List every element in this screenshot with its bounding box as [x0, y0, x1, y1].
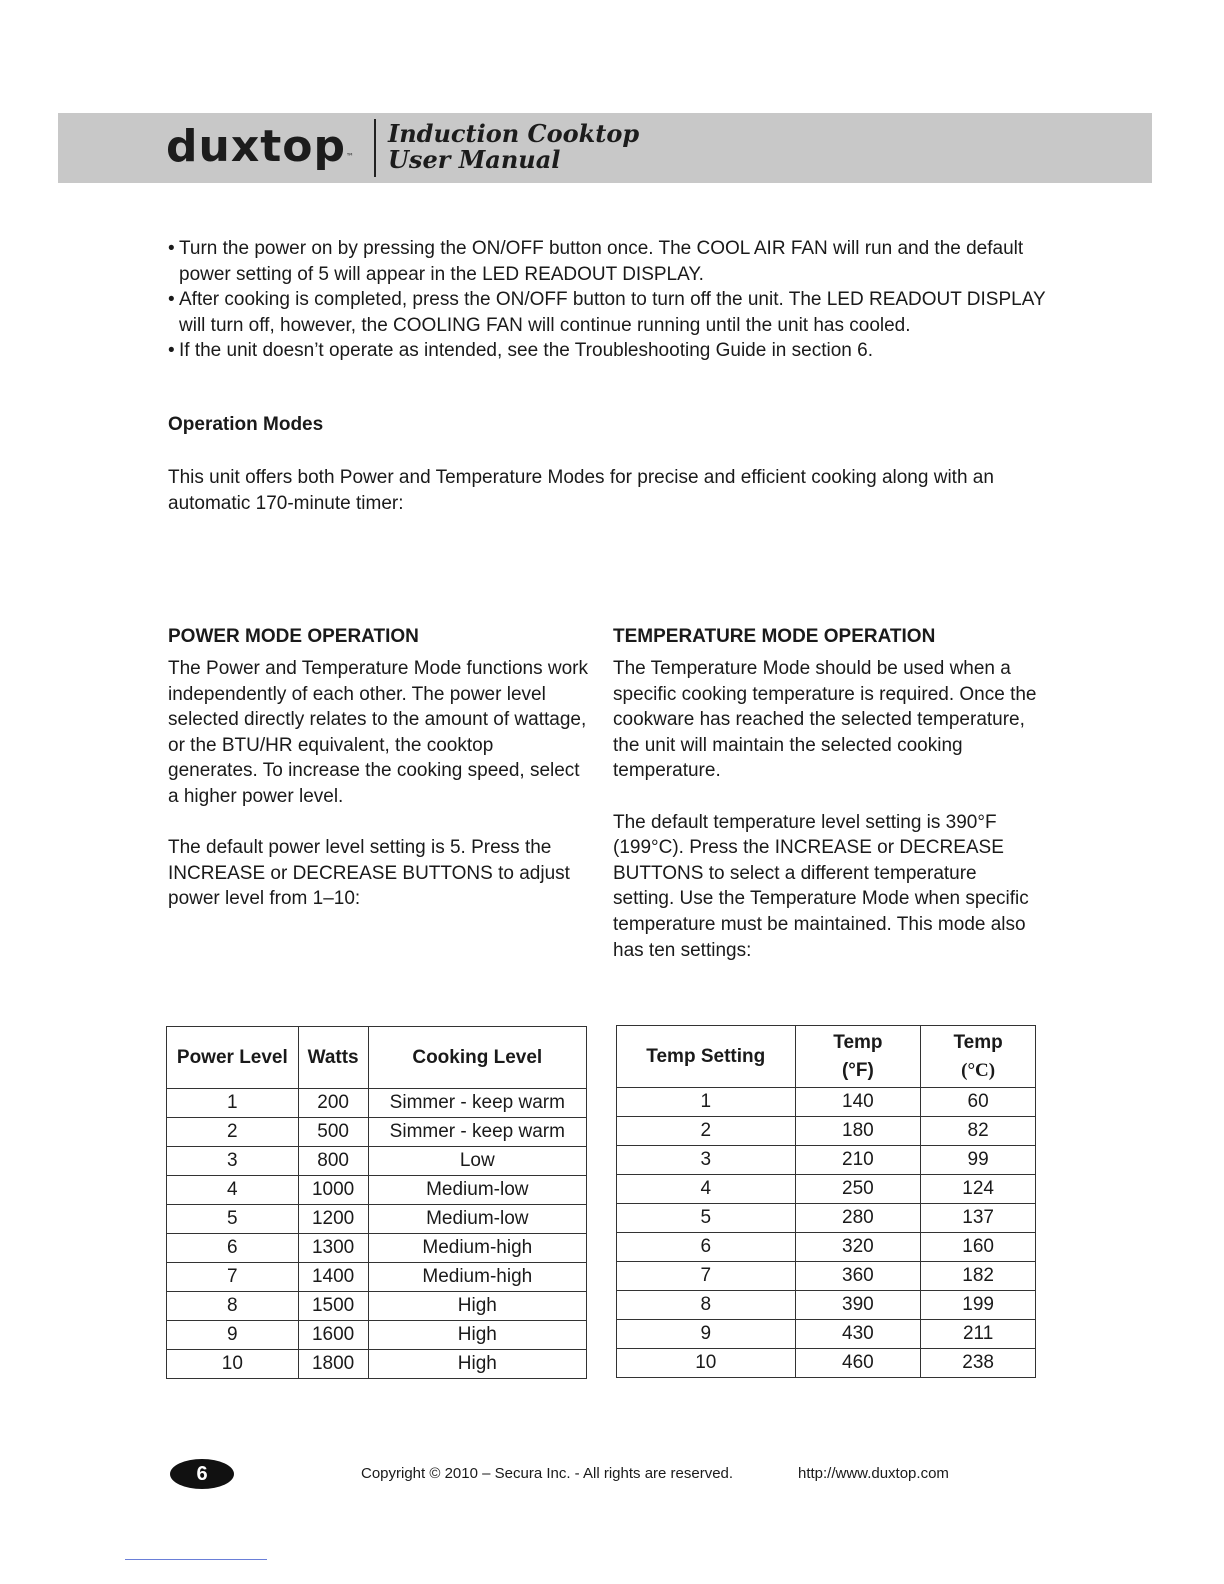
column-header-unit: (°F) — [841, 1059, 874, 1081]
bullet-item — [168, 236, 1048, 287]
table-cell: 140 — [795, 1088, 921, 1117]
bullet-dot-icon: • — [168, 289, 175, 311]
column-header: Watts — [298, 1027, 368, 1089]
table-cell: 3 — [167, 1147, 299, 1176]
bullet-dot-icon: • — [168, 238, 175, 259]
table-cell: 60 — [921, 1088, 1036, 1117]
operation-modes-intro: This unit offers both Power and Temperature Modes for precise and efficient cooking along with an automatic 170-minute timer: — [168, 467, 994, 514]
power-mode-heading: POWER MODE OPERATION — [168, 626, 419, 647]
table-cell: 1 — [167, 1089, 299, 1118]
table-cell: 4 — [617, 1175, 796, 1204]
table-row — [617, 1117, 1036, 1146]
table-cell: 5 — [617, 1204, 796, 1233]
table-cell: 8 — [617, 1291, 796, 1320]
table-cell: 210 — [795, 1146, 921, 1175]
temperature-table-body — [617, 1088, 1036, 1378]
column-header: Cooking Level — [368, 1027, 586, 1089]
page-number-badge: 6 — [170, 1459, 234, 1489]
table-cell: 182 — [921, 1262, 1036, 1291]
table-cell: 6 — [617, 1233, 796, 1262]
table-cell: 10 — [617, 1349, 796, 1378]
manual-title-line1: Induction Cooktop — [388, 119, 640, 148]
table-cell: 430 — [795, 1320, 921, 1349]
table-cell: Medium-low — [368, 1176, 586, 1205]
manual-title-line2: User Manual — [388, 145, 561, 174]
bullet-item — [168, 287, 1048, 338]
table-cell: 10 — [167, 1350, 299, 1379]
table-cell: 360 — [795, 1262, 921, 1291]
table-row — [617, 1291, 1036, 1320]
power-mode-section — [168, 624, 588, 938]
column-header-unit: (°C) — [961, 1059, 996, 1081]
table-cell: 1200 — [298, 1205, 368, 1234]
table-row — [167, 1321, 587, 1350]
table-header-row — [617, 1026, 1036, 1088]
table-row — [167, 1118, 587, 1147]
table-cell: 500 — [298, 1118, 368, 1147]
table-cell: 200 — [298, 1089, 368, 1118]
table-row — [617, 1233, 1036, 1262]
table-row — [617, 1320, 1036, 1349]
table-cell: 460 — [795, 1349, 921, 1378]
table-row — [167, 1234, 587, 1263]
table-cell: 3 — [617, 1146, 796, 1175]
temperature-table — [616, 1025, 1036, 1378]
table-cell: 4 — [167, 1176, 299, 1205]
table-cell: 160 — [921, 1233, 1036, 1262]
power-mode-paragraph: The Power and Temperature Mode functions work independently of each other. The power level selected directly relates to the amount of wattage, or the BTU/HR equivalent, the cooktop generates. To increase the cooking speed, select a higher power level. — [168, 658, 588, 807]
column-header-label: Temp — [953, 1031, 1003, 1053]
table-cell: 1000 — [298, 1176, 368, 1205]
table-row — [617, 1262, 1036, 1291]
table-cell: 82 — [921, 1117, 1036, 1146]
table-row — [167, 1176, 587, 1205]
table-cell: 137 — [921, 1204, 1036, 1233]
table-cell: High — [368, 1292, 586, 1321]
table-row — [167, 1292, 587, 1321]
temperature-mode-paragraph: The default temperature level setting is 390°F (199°C). Press the INCREASE or DECREASE BUTTONS to select a different temperature setting. Use the Temperature Mode when specific temperature must be maintained. This mode also has ten settings: — [613, 811, 1029, 961]
table-cell: High — [368, 1350, 586, 1379]
table-cell: 1500 — [298, 1292, 368, 1321]
table-cell: 800 — [298, 1147, 368, 1176]
table-cell: 7 — [167, 1263, 299, 1292]
copyright-notice: Copyright © 2010 – Secura Inc. - All rights are reserved. — [361, 1465, 734, 1482]
table-cell: 238 — [921, 1349, 1036, 1378]
table-cell: 1600 — [298, 1321, 368, 1350]
table-cell: 2 — [617, 1117, 796, 1146]
bullet-text: After cooking is completed, press the ON/OFF button to turn off the unit. The LED READOUT DISPLAY will turn off, however, the COOLING FAN will continue running until the unit has cooled. — [179, 289, 1046, 336]
table-cell: Low — [368, 1147, 586, 1176]
bullet-text: If the unit doesn’t operate as intended, see the Troubleshooting Guide in section 6. — [179, 340, 873, 362]
table-cell: 280 — [795, 1204, 921, 1233]
column-header-label: Temp — [833, 1031, 883, 1053]
table-cell: 1400 — [298, 1263, 368, 1292]
table-header-row — [167, 1027, 587, 1089]
brand-name: duxtop — [166, 121, 346, 172]
table-row — [617, 1146, 1036, 1175]
header-divider — [374, 119, 376, 177]
header-band — [58, 113, 1152, 183]
bullet-item — [168, 338, 1048, 364]
table-row — [617, 1349, 1036, 1378]
table-cell: 180 — [795, 1117, 921, 1146]
instruction-bullets — [168, 236, 1048, 364]
table-cell: 124 — [921, 1175, 1036, 1204]
table-cell: Medium-high — [368, 1234, 586, 1263]
power-mode-paragraph: The default power level setting is 5. Press the INCREASE or DECREASE BUTTONS to adjust power level from 1–10: — [168, 837, 570, 910]
table-row — [617, 1175, 1036, 1204]
trademark-symbol: ™ — [345, 152, 355, 161]
column-header: Temp Setting — [617, 1026, 796, 1088]
table-cell: 250 — [795, 1175, 921, 1204]
table-cell: 99 — [921, 1146, 1036, 1175]
table-cell: Simmer - keep warm — [368, 1118, 586, 1147]
footer-rule — [125, 1559, 267, 1560]
table-row — [167, 1263, 587, 1292]
table-cell: High — [368, 1321, 586, 1350]
power-table-body — [167, 1089, 587, 1379]
table-cell: 2 — [167, 1118, 299, 1147]
table-cell: 6 — [167, 1234, 299, 1263]
operation-modes-heading: Operation Modes — [168, 414, 324, 435]
table-row — [167, 1350, 587, 1379]
table-cell: Simmer - keep warm — [368, 1089, 586, 1118]
power-level-table — [166, 1026, 587, 1379]
table-row — [617, 1088, 1036, 1117]
temperature-mode-heading: TEMPERATURE MODE OPERATION — [613, 626, 936, 647]
temperature-mode-section — [613, 624, 1043, 989]
table-cell: 8 — [167, 1292, 299, 1321]
table-cell: 5 — [167, 1205, 299, 1234]
column-header — [921, 1026, 1036, 1088]
table-cell: 390 — [795, 1291, 921, 1320]
table-cell: Medium-high — [368, 1263, 586, 1292]
brand-logo — [166, 119, 355, 175]
table-cell: 199 — [921, 1291, 1036, 1320]
bullet-dot-icon: • — [168, 340, 175, 362]
manual-title — [388, 121, 639, 173]
table-cell: 1 — [617, 1088, 796, 1117]
table-cell: 7 — [617, 1262, 796, 1291]
table-row — [167, 1205, 587, 1234]
column-header — [795, 1026, 921, 1088]
table-cell: 9 — [617, 1320, 796, 1349]
bullet-text: Turn the power on by pressing the ON/OFF button once. The COOL AIR FAN will run and the default power setting of 5 will appear in the LED READOUT DISPLAY. — [179, 238, 1024, 285]
temperature-mode-paragraph: The Temperature Mode should be used when a specific cooking temperature is required. Once the cookware has reached the selected temperature, the unit will maintain the selected cooking temperature. — [613, 658, 1037, 782]
table-cell: 320 — [795, 1233, 921, 1262]
website-url: http://www.duxtop.com — [798, 1465, 949, 1482]
table-row — [167, 1147, 587, 1176]
table-row — [617, 1204, 1036, 1233]
column-header: Power Level — [167, 1027, 299, 1089]
table-cell: 211 — [921, 1320, 1036, 1349]
table-row — [167, 1089, 587, 1118]
table-cell: 9 — [167, 1321, 299, 1350]
table-cell: 1300 — [298, 1234, 368, 1263]
table-cell: Medium-low — [368, 1205, 586, 1234]
table-cell: 1800 — [298, 1350, 368, 1379]
